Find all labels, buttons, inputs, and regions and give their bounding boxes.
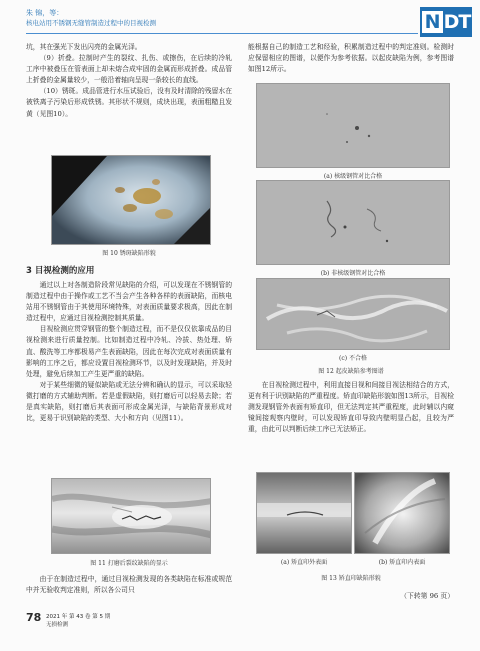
- header-rule: [26, 33, 418, 34]
- figure-10-caption: 图 10 锈斑缺陷形貌: [102, 250, 156, 257]
- figure-13b-caption: (b) 矫直印内表面: [378, 559, 426, 566]
- paragraph: 在目视检测过程中，利用直接目视和间接目视法相结合的方式，更有利于识别缺陷的严重程度。矫直印缺陷形貌如图13所示，目视检测发现钢管外表面有矫直印，但无法判定其严重程度，此时辅以内窥镜间接观察内壁时，可以发现矫直印导致内壁明显凸起，且较为严重，由此可以判断后续工序已无法矫正。: [248, 381, 454, 434]
- figure-12-caption: 图 12 起皮缺陷参考图谱: [318, 368, 384, 375]
- paragraph: （10）锈斑。成品管进行水压试验后，没有及时清除的残留水在被铁离子污染后形成铁锈。其形状不规则，成块出现，表面粗糙且发黄（见图10）。: [26, 87, 232, 118]
- paragraph: （9）折叠。拉制时产生的裂纹、扎伤、或擦伤，在后续的冷轧工序中被叠压在管表面上却未熔合成牢固的金属而形成折叠。成品管上折叠的金属量较少，一般沿着轴向呈现一条较长的直线。: [26, 54, 232, 85]
- footer-issue: 2021 年 第 43 卷 第 5 期: [46, 614, 111, 620]
- right-column-mid: [248, 380, 454, 435]
- footer-journal: 无损检测: [46, 622, 69, 628]
- continued-note: （下转第 96 页）: [400, 592, 454, 600]
- page-number: 78: [26, 611, 42, 624]
- paragraph: 能根据自己的制造工艺和经验，积累制造过程中的判定准则。检测时应保留相应的图谱，以便作为参考依据。以起皮缺陷为例，参考图谱如图12所示。: [248, 43, 454, 74]
- figure-12a-image: [256, 83, 450, 168]
- right-column-top: [248, 42, 454, 75]
- figure-13b-image: [354, 472, 450, 554]
- paragraph: 目视检测应贯穿钢管的整个制造过程，而不是仅仅依靠成品的目视检测来进行质量控制。比如制造过程中冷轧、冷拔、热处理、矫直、酸洗等工序都极易产生表面缺陷，因此在每次完成对表面质量有影响的工序之后，都应设置目视检测环节，以及时发现缺陷，并及时处理，避免后续加工产生更严重的缺陷。: [26, 325, 232, 378]
- paragraph: 坑，其在强光下发出闪亮的金属光泽。: [26, 43, 142, 51]
- figure-12b-caption: (b) 非核级钢管对比合格: [320, 270, 386, 277]
- left-column-bottom: [26, 574, 232, 596]
- figure-11-caption: 图 11 打磨后裂纹缺陷的显示: [90, 560, 168, 567]
- paragraph: 由于在制造过程中，通过目视检测发现的各类缺陷在标准或规范中并无验收判定准则，所以各公司只: [26, 575, 232, 595]
- section-heading: 3 目视检测的应用: [26, 266, 95, 276]
- journal-logo: N DT: [420, 7, 472, 37]
- running-header-authors: 朱 锦，等：: [26, 9, 64, 17]
- figure-12b-image: [256, 180, 450, 265]
- left-column-mid: [26, 280, 232, 424]
- figure-13-caption: 图 13 矫直印缺陷形貌: [321, 575, 381, 582]
- figure-13a-image: [256, 472, 352, 554]
- paragraph: 对于某些细微的疑似缺陷或无法分辨和确认的显示，可以采取轻微打磨的方式辅助判断。若是虚假缺陷，则打磨后可以轻易去除；若是真实缺陷，则打磨后其表面可形成金属光泽，与缺陷背景形成对比，更易于识别缺陷的类型、大小和方向（见图11）。: [26, 380, 232, 423]
- figure-12a-caption: (a) 核级钢管对比合格: [323, 173, 383, 180]
- figure-11-image: [51, 478, 211, 554]
- paragraph: 通过以上对各制造阶段常见缺陷的介绍，可以发现在不锈钢管的制造过程中由于操作或工艺不当会产生各种各样的表面缺陷，而核电站用不锈钢管由于其使用环境特殊，对表面质量要求极高，因此在制造过程中，应通过目视检测控制其质量。: [26, 281, 232, 323]
- left-column-top: [26, 42, 232, 120]
- figure-10-image: [51, 155, 211, 245]
- running-header-title: 核电站用不锈钢无缝管制造过程中的目视检测: [26, 19, 156, 27]
- figure-12c-caption: (c) 不合格: [339, 355, 367, 362]
- figure-13a-caption: (a) 矫直印外表面: [280, 559, 328, 566]
- figure-12c-image: [256, 278, 450, 350]
